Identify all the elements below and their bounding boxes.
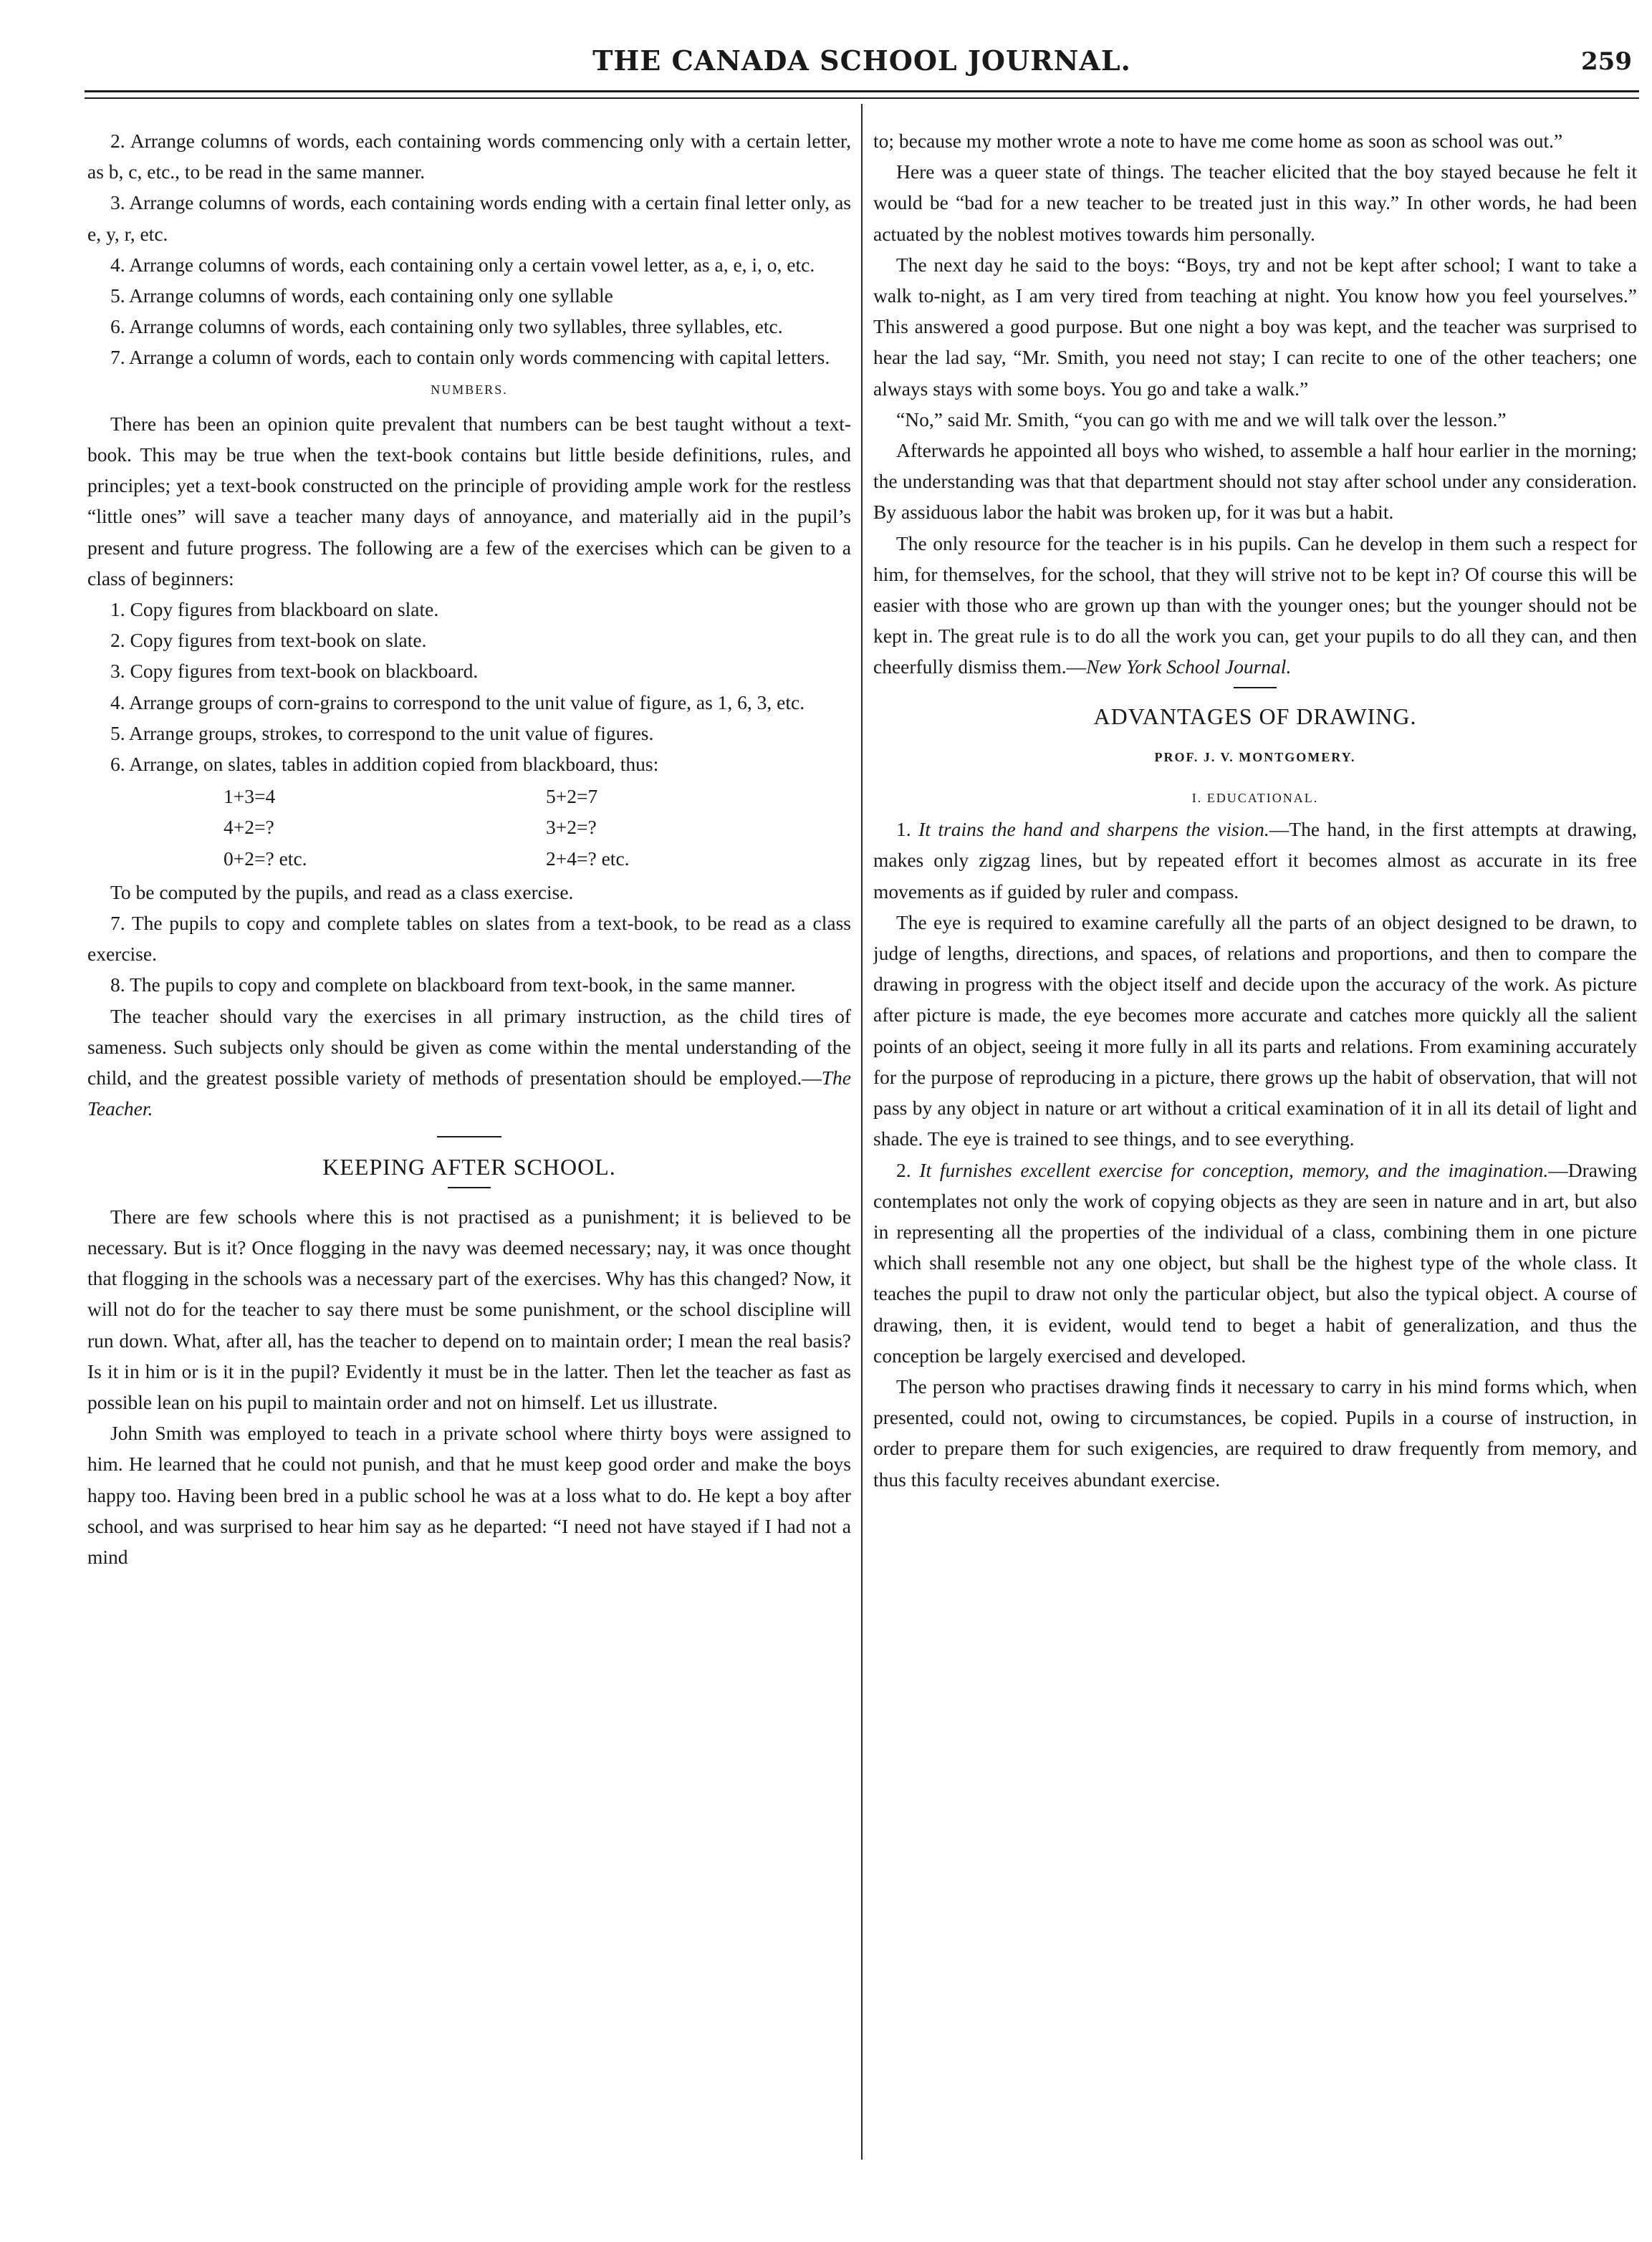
author-byline: PROF. J. V. MONTGOMERY. <box>1154 749 1356 764</box>
equation-cell: 5+2=7 <box>546 785 598 808</box>
paragraph: The next day he said to the boys: “Boys, try and not be kept after school; I want to take a walk to-night, as I am very tired from teaching at night. You know how you feel yourselves.” This answered a good purpose. But one night a boy was kept, and the teacher was surprised to hear the lad say, “Mr. Smith, you need not stay; I can recite to one of the other teachers; one always stays with some boys. You go and take a walk.” <box>873 253 1637 400</box>
equation-cell: 3+2=? <box>546 816 597 839</box>
paragraph: John Smith was employed to teach in a private school where thirty boys were assigned to him. He learned that he could not punish, and that he must keep good order and make the boys happy too. Having been bred in a public school he was at a loss what to do. He kept a boy after school, and was surprised to hear him say as he departed: “I need not have stayed if I had not a mind <box>87 1422 851 1568</box>
article-title: ADVANTAGES OF DRAWING. <box>1093 703 1417 729</box>
point-heading: It trains the hand and sharpens the vision. <box>918 818 1269 841</box>
table-row <box>224 781 630 812</box>
point-number: 1. <box>896 818 919 841</box>
list-item: 6. Arrange columns of words, each containing only two syllables, three syllables, etc. <box>110 315 783 338</box>
paragraph: “No,” said Mr. Smith, “you can go with me and we will talk over the lesson.” <box>896 408 1507 430</box>
left-column <box>87 125 851 2188</box>
paragraph: Afterwards he appointed all boys who wished, to assemble a half hour earlier in the morning; the understanding was that that department should not stay after school under any consideration. By assiduous labor the habit was broken up, for it was but a habit. <box>873 439 1637 524</box>
article-title: KEEPING AFTER SCHOOL. <box>322 1153 616 1180</box>
paragraph: The eye is required to examine carefully all the parts of an object designed to be drawn, to judge of lengths, directions, and spaces, of relations and proportions, and then to compare the drawing in progress with the object itself and decide upon the accuracy of the work. As picture after picture is made, the eye becomes more accurate and catches more quickly all the salient points of an object, seeing it more fully in all its parts and relations. From examining accurately for the purpose of reproducing in a picture, there grows up the habit of observation, that will not pass by any object in nature or art without a critical examination of it in all its detail of light and shade. The eye is trained to see things, and to see everything. <box>873 910 1637 1150</box>
closing-paragraph <box>87 1001 851 1125</box>
list-item: 8. The pupils to copy and complete on blackboard from text-book, in the same manner. <box>110 973 796 996</box>
paragraph: There are few schools where this is not practised as a punishment; it is believed to be necessary. But is it? Once flogging in the navy was deemed necessary; nay, it was once thought that flogging in the schools was a necessary part of the exercises. Why has this changed? Now, it will not do for the teacher to say there must be some punishment, or the school discipline will run down. What, after all, has the teacher to depend on to maintain order; I mean the real basis? Is it in him or is it in the pupil? Evidently it must be in the latter. Then let the teacher as fast as possible lean on his pupil to maintain order and not on himself. Let us illustrate. <box>87 1205 851 1413</box>
closing-paragraph <box>873 528 1637 683</box>
point-text: —The hand, in the first attempts at drawing, makes only zigzag lines, but by repeated effort it becomes almost as accurate in its free movements as if guided by ruler and compass. <box>873 818 1637 903</box>
point-number: 2. <box>896 1158 920 1181</box>
header-rule <box>85 90 1639 92</box>
title-underline <box>448 1187 491 1188</box>
list-item: 7. The pupils to copy and complete tables on slates from a text-book, to be read as a class exercise. <box>87 912 851 966</box>
paragraph <box>873 1155 1637 1371</box>
list-item: 2. Arrange columns of words, each containing words commencing only with a certain letter, as b, c, etc., to be read in the same manner. <box>87 130 851 183</box>
list-item: 2. Copy figures from text-book on slate. <box>110 629 427 652</box>
addition-table <box>224 781 630 874</box>
list-item: 3. Copy figures from text-book on blackboard. <box>110 660 479 683</box>
source-citation: The Teacher. <box>87 1067 851 1120</box>
numbers-heading: NUMBERS. <box>431 382 508 397</box>
source-citation: New York School Journal. <box>1086 655 1292 678</box>
table-row <box>224 812 630 842</box>
list-item: 3. Arrange columns of words, each containing words ending with a certain final letter only, as e, y, r, etc. <box>87 191 851 245</box>
running-header <box>85 44 1639 82</box>
column-divider <box>861 104 863 2160</box>
point-text: —Drawing contemplates not only the work of copying objects as they are seen in nature and in art, but also in representing all the properties of the individual of a class, combining them in one picture which shall resemble not any one object, but shall be the highest type of the whole class. It teaches the pupil to draw not only the particular object, but also the typical object. A course of drawing, then, it is evident, would tend to beget a habit of generalization, and thus the conception be largely exercised and developed. <box>873 1158 1637 1367</box>
list-item: 4. Arrange columns of words, each containing only a certain vowel letter, as a, e, i, o, etc. <box>110 253 815 276</box>
running-title: THE CANADA SCHOOL JOURNAL. <box>592 44 1131 77</box>
list-item: 7. Arrange a column of words, each to contain only words commencing with capital letters. <box>110 346 830 369</box>
continuation-paragraph: to; because my mother wrote a note to have me come home as soon as school was out.” <box>873 130 1563 152</box>
equation-cell: 4+2=? <box>224 816 274 839</box>
paragraph: To be computed by the pupils, and read as a class exercise. <box>110 880 574 903</box>
list-item: 6. Arrange, on slates, tables in addition copied from blackboard, thus: <box>110 753 659 776</box>
equation-cell: 2+4=? etc. <box>546 847 630 870</box>
section-heading: I. EDUCATIONAL. <box>1191 791 1319 806</box>
table-row <box>224 843 630 874</box>
section-divider <box>437 1136 501 1137</box>
point-heading: It furnishes excellent exercise for conception, memory, and the imagination. <box>919 1158 1549 1181</box>
paragraph <box>873 814 1637 907</box>
closing-text: The only resource for the teacher is in his pupils. Can he develop in them such a respect for him, for themselves, for the school, that they will strive not to be kept in? Of course this will be easier with those who are grown up than with the younger ones; but the younger should not be kept in. The great rule is to do all the work you can, get your pupils to do all they can, and then cheerfully dismiss them.— <box>873 531 1637 678</box>
list-item: 5. Arrange columns of words, each containing only one syllable <box>110 284 613 307</box>
list-item: 4. Arrange groups of corn-grains to correspond to the unit value of figure, as 1, 6, 3, etc. <box>110 691 805 713</box>
paragraph: The person who practises drawing finds it necessary to carry in his mind forms which, when presented, could not, owing to circumstances, be copied. Pupils in a course of instruction, in order to prepare them for such exigencies, are required to draw frequently from memory, and thus this faculty receives abundant exercise. <box>873 1375 1637 1491</box>
equation-cell: 0+2=? etc. <box>224 847 307 870</box>
paragraph: Here was a queer state of things. The teacher elicited that the boy stayed because he felt it would be “bad for a new teacher to be treated just in this way.” In other words, he had been actuated by the noblest motives towards him personally. <box>873 160 1637 245</box>
numbers-intro-paragraph: There has been an opinion quite prevalent that numbers can be best taught without a text-book. This may be true when the text-book contains but little beside definitions, rules, and principles; yet a text-book constructed on the principle of providing ample work for the restless “little ones” will save a teacher many days of annoyance, and materially aid in the pupil’s present and future progress. The following are a few of the exercises which can be given to a class of beginners: <box>87 412 851 590</box>
list-item: 5. Arrange groups, strokes, to correspond to the unit value of figures. <box>110 721 654 744</box>
list-item: 1. Copy figures from blackboard on slate. <box>110 598 439 621</box>
section-divider <box>1234 687 1277 688</box>
equation-cell: 1+3=4 <box>224 785 276 808</box>
closing-text: The teacher should vary the exercises in all primary instruction, as the child tires of sameness. Such subjects only should be given as come within the mental understanding of the child, and the greatest possible variety of methods of presentation should be employed.— <box>87 1004 851 1089</box>
page-number: 259 <box>1581 47 1632 76</box>
header-rule-thin <box>85 97 1639 99</box>
right-column <box>873 125 1637 2188</box>
